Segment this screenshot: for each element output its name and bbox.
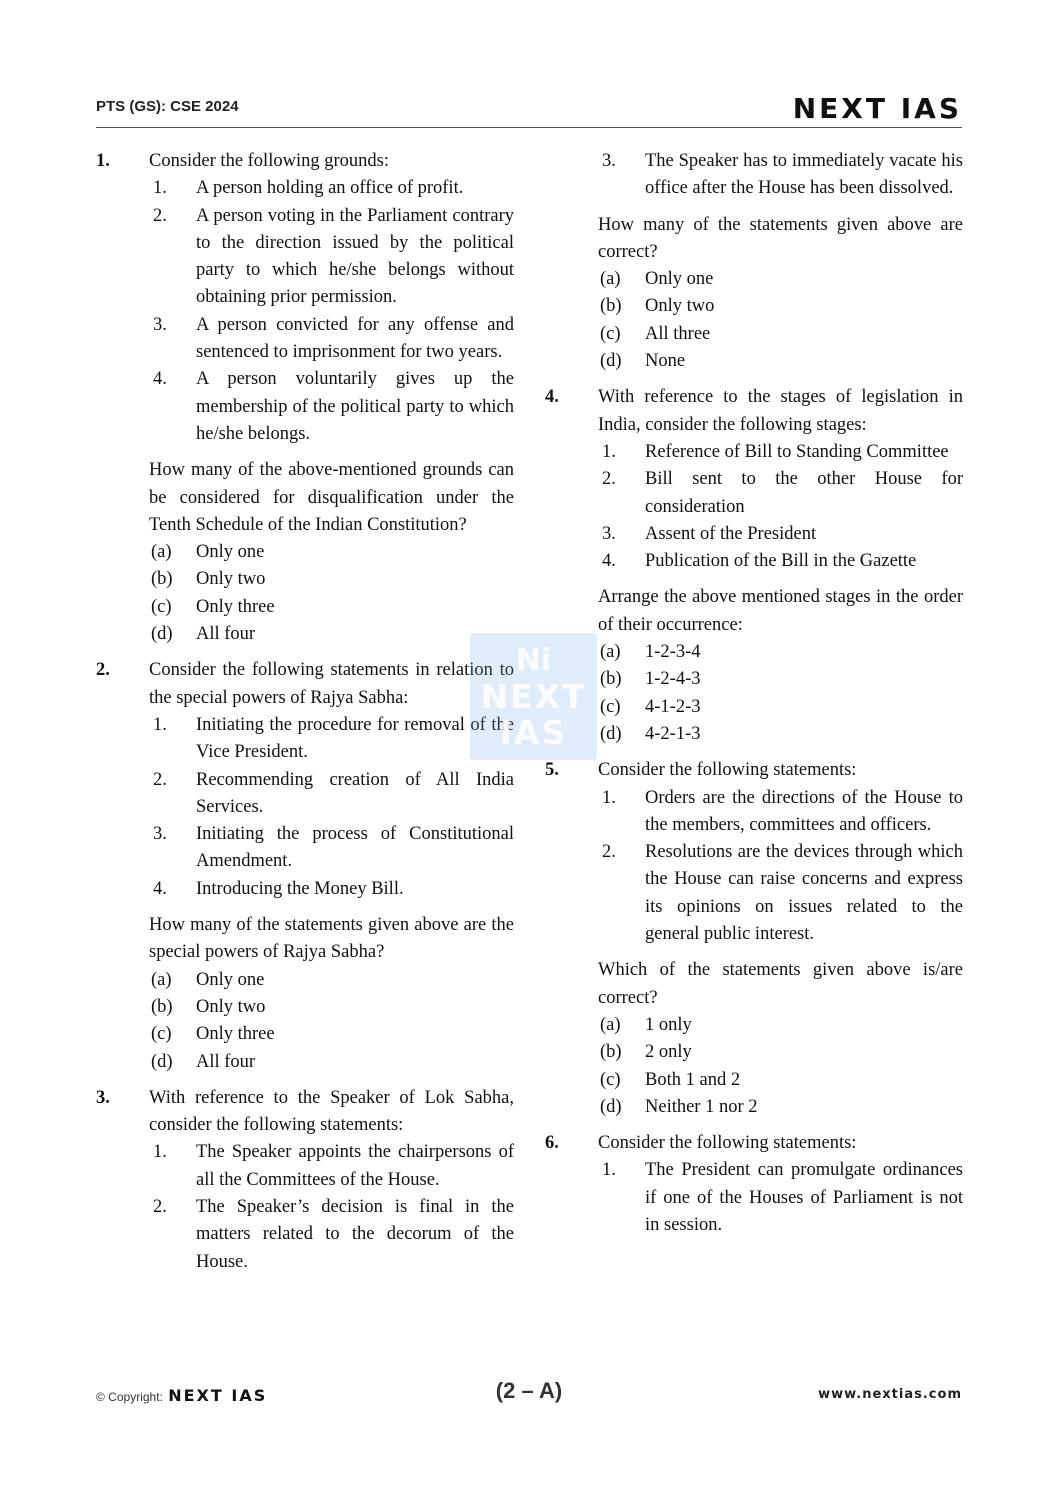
option-text: Both 1 and 2 <box>645 1069 741 1090</box>
option-label: (c) <box>600 1069 621 1090</box>
statement-number: 1. <box>153 178 167 199</box>
statement-number: 4. <box>153 369 167 390</box>
watermark-line-1: NEXT <box>480 676 587 716</box>
page-number: (2 – A) <box>495 1378 563 1403</box>
option-text: Only two <box>645 296 715 317</box>
question-number: 4. <box>545 387 559 408</box>
option-b[interactable] <box>149 994 514 1021</box>
question-1 <box>96 148 514 648</box>
statement <box>149 1194 514 1276</box>
question-number: 6. <box>545 1133 559 1154</box>
statement <box>149 1139 514 1194</box>
statement-text: Assent of the President <box>645 523 817 544</box>
statement-number: 1. <box>153 1142 167 1163</box>
option-text: 1-2-3-4 <box>645 642 701 663</box>
statement-text: Introducing the Money Bill. <box>196 878 404 899</box>
option-label: (a) <box>600 1014 621 1035</box>
statement <box>598 839 963 948</box>
option-a[interactable] <box>149 967 514 994</box>
question-intro: Consider the following statements: <box>598 1133 857 1154</box>
question-intro: With reference to the Speaker of Lok Sabha, consider the following statements: <box>149 1087 514 1136</box>
question-number: 1. <box>96 151 110 171</box>
brand-logo: NEXT IAS <box>792 92 962 125</box>
question-3 <box>96 1085 514 1276</box>
option-b[interactable] <box>598 293 963 320</box>
statement-text: Initiating the procedure for removal of the Vice President. <box>196 714 514 763</box>
statement-text: A person voting in the Parliament contrary to the direction issued by the political party to which he/she belongs without obtaining prior permission. <box>196 205 514 308</box>
question-stem: Which of the statements given above is/are correct? <box>598 960 963 1008</box>
statement-number: 2. <box>153 769 167 790</box>
header-divider <box>96 127 962 128</box>
option-label: (c) <box>600 696 621 717</box>
option-c[interactable] <box>149 1021 514 1048</box>
question-stem: How many of the above-mentioned grounds can be considered for disqualification under the Tenth Schedule of the Indian Constitution? <box>149 460 514 535</box>
footer-logo: NEXT IAS <box>168 1386 268 1405</box>
option-c[interactable] <box>598 321 963 348</box>
statement <box>598 1157 963 1239</box>
statement-text: Reference of Bill to Standing Committee <box>645 441 949 462</box>
statement <box>598 521 963 548</box>
option-text: All four <box>196 1051 256 1072</box>
option-label: (b) <box>151 569 173 590</box>
statement-number: 2. <box>153 1196 167 1217</box>
statement-number: 3. <box>153 824 167 845</box>
question-3-continued <box>545 148 963 375</box>
question-stem: How many of the statements given above are correct? <box>598 214 963 262</box>
statement-text: The President can promulgate ordinances if one of the Houses of Parliament is not in session. <box>645 1160 963 1235</box>
option-label: (d) <box>151 1051 173 1072</box>
statement-text: A person holding an office of profit. <box>196 178 464 199</box>
question-intro: Consider the following grounds: <box>149 151 389 171</box>
website-link[interactable]: www.nextias.com <box>818 1387 962 1402</box>
statement <box>598 466 963 521</box>
option-label: (d) <box>600 1096 622 1117</box>
question-intro: With reference to the stages of legislation in India, consider the following stages: <box>598 387 963 435</box>
statement <box>598 439 963 466</box>
question-2 <box>96 657 514 1075</box>
question-stem: Arrange the above mentioned stages in the order of their occurrence: <box>598 587 963 635</box>
option-label: (a) <box>151 542 172 563</box>
option-c[interactable] <box>149 594 514 621</box>
right-column <box>545 148 963 1248</box>
option-text: All four <box>196 624 256 645</box>
statement-number: 1. <box>602 787 616 808</box>
option-text: Only two <box>196 996 266 1017</box>
option-label: (d) <box>600 723 622 744</box>
statement-number: 3. <box>153 314 167 335</box>
statement <box>149 203 514 312</box>
left-column <box>96 148 514 1285</box>
option-d[interactable] <box>149 1049 514 1076</box>
option-text: 2 only <box>645 1042 692 1063</box>
option-b[interactable] <box>598 666 963 693</box>
statement-number: 2. <box>602 469 616 490</box>
option-d[interactable] <box>149 621 514 648</box>
option-label: (b) <box>151 996 173 1017</box>
option-a[interactable] <box>149 539 514 566</box>
option-text: 1 only <box>645 1014 692 1035</box>
option-label: (b) <box>600 296 622 317</box>
statement-text: Publication of the Bill in the Gazette <box>645 551 917 572</box>
question-stem: How many of the statements given above are the special powers of Rajya Sabha? <box>149 915 514 963</box>
option-text: Only one <box>196 969 265 990</box>
option-label: (c) <box>151 1024 172 1045</box>
statement-number: 1. <box>602 441 616 462</box>
option-label: (c) <box>600 323 621 344</box>
statement-number: 1. <box>602 1160 616 1181</box>
statement-text: Bill sent to the other House for consideration <box>645 469 963 517</box>
question-intro: Consider the following statements: <box>598 760 857 781</box>
option-label: (d) <box>600 351 622 372</box>
option-label: (d) <box>151 624 173 645</box>
option-text: 1-2-4-3 <box>645 669 701 690</box>
question-intro: Consider the following statements in relation to the special powers of Rajya Sabha: <box>149 660 514 708</box>
statement <box>598 148 963 203</box>
watermark-logo <box>470 633 597 760</box>
statement-number: 4. <box>602 551 616 572</box>
statement <box>149 767 514 822</box>
statement-number: 3. <box>602 523 616 544</box>
option-text: Only one <box>196 542 265 563</box>
option-text: 4-1-2-3 <box>645 696 701 717</box>
statement-number: 4. <box>153 878 167 899</box>
statement-text: Resolutions are the devices through which the House can raise concerns and express its opinions on issues related to the general public interest. <box>645 842 963 945</box>
question-number: 2. <box>96 660 110 681</box>
option-d[interactable] <box>598 721 963 748</box>
option-c[interactable] <box>598 1067 963 1094</box>
statement <box>598 785 963 840</box>
option-text: Only three <box>196 596 275 617</box>
statement-text: Recommending creation of All India Services. <box>196 769 514 817</box>
option-text: Only two <box>196 569 266 590</box>
option-text: Neither 1 nor 2 <box>645 1096 758 1117</box>
option-text: Only one <box>645 269 714 290</box>
question-6 <box>545 1130 963 1239</box>
statement-text: Orders are the directions of the House to the members, committees and officers. <box>645 787 963 835</box>
option-text: None <box>645 351 686 372</box>
statement <box>149 366 514 448</box>
option-label: (b) <box>600 1042 622 1063</box>
option-d[interactable] <box>598 348 963 375</box>
option-d[interactable] <box>598 1094 963 1121</box>
option-b[interactable] <box>598 1039 963 1066</box>
copyright-text: © Copyright: <box>96 1390 163 1404</box>
statement-text: A person voluntarily gives up the membership of the political party to which he/she belongs. <box>196 369 514 444</box>
option-text: All three <box>645 323 711 344</box>
option-label: (b) <box>600 669 622 690</box>
question-number: 3. <box>96 1087 110 1108</box>
statement <box>149 312 514 367</box>
statement-text: A person convicted for any offense and sentenced to imprisonment for two years. <box>196 314 514 363</box>
statement-text: The Speaker’s decision is final in the matters related to the decorum of the House. <box>196 1196 514 1272</box>
watermark-line-2: IAS <box>499 712 568 752</box>
question-5 <box>545 757 963 1121</box>
statement-text: Initiating the process of Constitutional Amendment. <box>196 824 514 872</box>
statement-number: 3. <box>602 151 616 171</box>
statement <box>598 548 963 575</box>
option-c[interactable] <box>598 694 963 721</box>
option-a[interactable] <box>598 1012 963 1039</box>
statement-number: 2. <box>602 842 616 863</box>
statement-number: 2. <box>153 205 167 226</box>
statement <box>149 821 514 876</box>
option-text: 4-2-1-3 <box>645 723 701 744</box>
statement <box>149 876 514 903</box>
statement <box>149 175 514 202</box>
option-a[interactable] <box>598 639 963 666</box>
option-label: (a) <box>151 969 172 990</box>
statement <box>149 712 514 767</box>
option-a[interactable] <box>598 266 963 293</box>
statement-number: 1. <box>153 714 167 735</box>
question-4 <box>545 384 963 748</box>
option-label: (a) <box>600 269 621 290</box>
question-number: 5. <box>545 760 559 781</box>
watermark-mark: Ni <box>515 642 552 678</box>
option-text: Only three <box>196 1024 275 1045</box>
statement-text: The Speaker has to immediately vacate his office after the House has been dissolved. <box>645 151 963 199</box>
exam-title: PTS (GS): CSE 2024 <box>96 98 239 115</box>
option-label: (c) <box>151 596 172 617</box>
statement-text: The Speaker appoints the chairpersons of all the Committees of the House. <box>196 1142 514 1190</box>
option-b[interactable] <box>149 566 514 593</box>
option-label: (a) <box>600 642 621 663</box>
